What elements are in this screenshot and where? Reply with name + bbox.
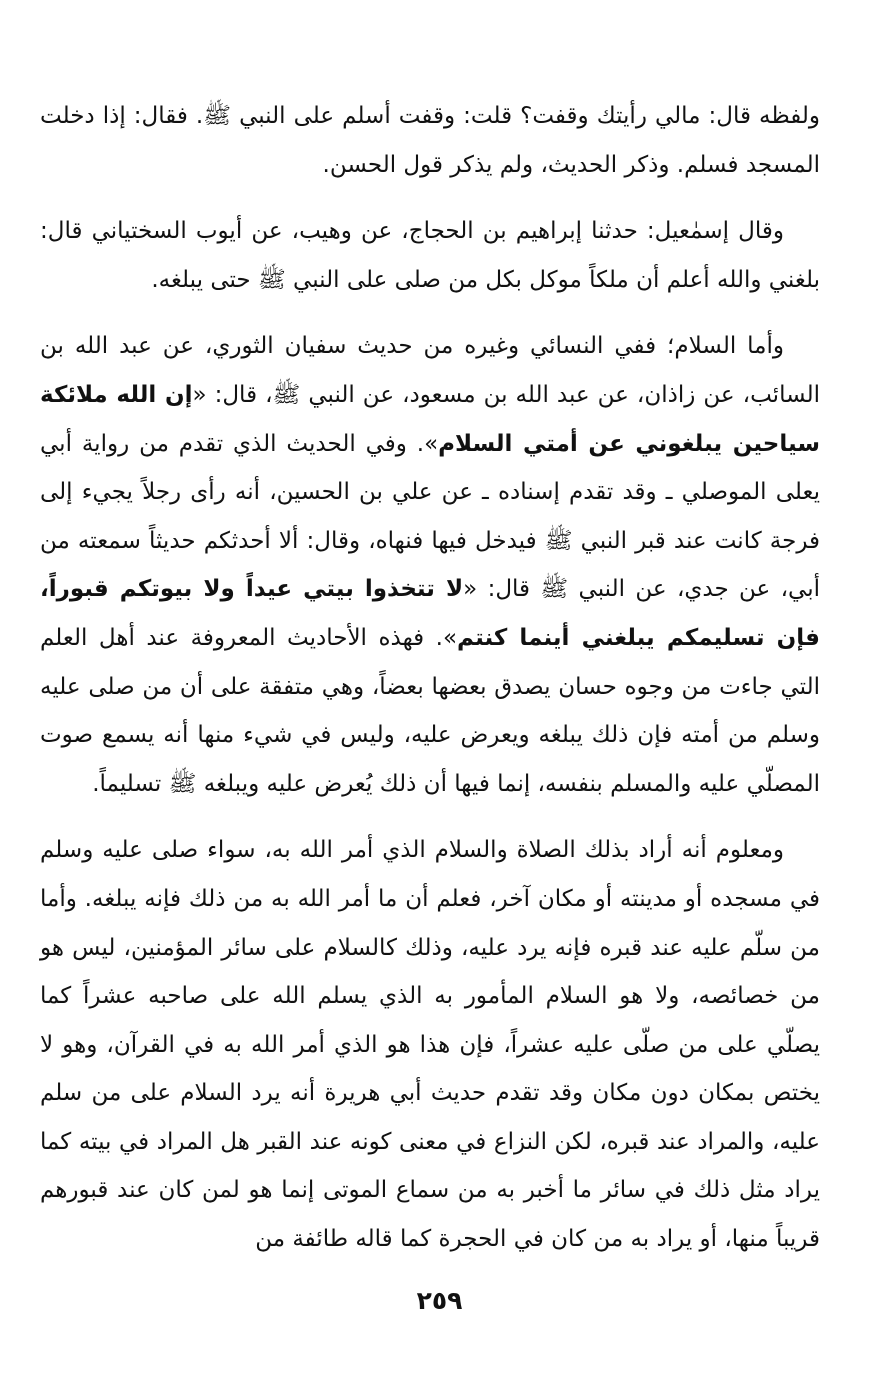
- page-body: [40, 92, 820, 1264]
- paragraph-2-text: وقال إسمٰعيل: حدثنا إبراهيم بن الحجاج، عن وهيب، عن أيوب السختياني قال: بلغني والله أعلم أن ملكاً موكل بكل من صلى على النبي ﷺ حتى يبلغه.: [40, 218, 820, 293]
- paragraph-3: [40, 322, 820, 808]
- paragraph-4: [40, 826, 820, 1263]
- paragraph-1-text: ولفظه قال: مالي رأيتك وقفت؟ قلت: وقفت أسلم على النبي ﷺ. فقال: إذا دخلت المسجد فسلم. وذكر الحديث، ولم يذكر قول الحسن.: [40, 103, 820, 178]
- page-number: ٢٥٩: [416, 1286, 463, 1315]
- hadith-quote-angels: إن الله ملائكة سياحين يبلغوني عن أمتي السلام: [40, 381, 820, 457]
- paragraph-2: [40, 207, 820, 304]
- paragraph-3-text-a: وأما السلام؛ ففي النسائي وغيره من حديث سفيان الثوري، عن عبد الله بن السائب، عن زاذان، عن عبد الله بن مسعود، عن النبي ﷺ، قال: «: [40, 333, 820, 408]
- paragraph-3-text-b: ». وفي الحديث الذي تقدم من رواية أبي يعلى الموصلي ـ وقد تقدم إسناده ـ عن علي بن الحسين، أنه رأى رجلاً يجيء إلى فرجة كانت عند قبر النبي ﷺ فيدخل فيها فنهاه، وقال: ألا أحدثكم حديثاً سمعته من أبي، عن جدي، عن النبي ﷺ قال: «: [40, 430, 820, 603]
- paragraph-1: [40, 92, 820, 189]
- paragraph-3-text-c: ». فهذه الأحاديث المعروفة عند أهل العلم التي جاءت من وجوه حسان يصدق بعضها بعضاً، وهي متفقة على أن من صلى عليه وسلم من أمته فإن ذلك يبلغه ويعرض عليه، وليس في شيء منها أنه يسمع صوت المصلّي عليه والمسلم بنفسه، إنما فيها أن ذلك يُعرض عليه ويبلغه ﷺ تسليماً.: [40, 624, 820, 797]
- paragraph-4-text: ومعلوم أنه أراد بذلك الصلاة والسلام الذي أمر الله به، سواء صلى عليه وسلم في مسجده أو مدينته أو مكان آخر، فعلم أن ما أمر الله به من ذلك فإنه يبلغه. وأما من سلّم عليه عند قبره فإنه يرد عليه، وذلك كالسلام على سائر المؤمنين، ليس هو من خصائصه، ولا هو السلام المأمور به الذي يسلم الله على صاحبه عشراً كما يصلّي على من صلّى عليه عشراً، فإن هذا هو الذي أمر الله به في القرآن، وهو لا يختص بمكان دون مكان وقد تقدم حديث أبي هريرة أنه يرد السلام على من سلم عليه، والمراد عند قبره، لكن النزاع في معنى كونه عند القبر هل المراد في بيته كما يراد مثل ذلك في سائر ما أخبر به من سماع الموتى إنما هو لمن كان عند قبورهم قريباً منها، أو يراد به من كان في الحجرة كما قاله طائفة من: [40, 837, 820, 1253]
- hadith-quote-graves: لا تتخذوا بيتي عيداً ولا بيوتكم قبوراً، فإن تسليمكم يبلغني أينما كنتم: [40, 576, 820, 651]
